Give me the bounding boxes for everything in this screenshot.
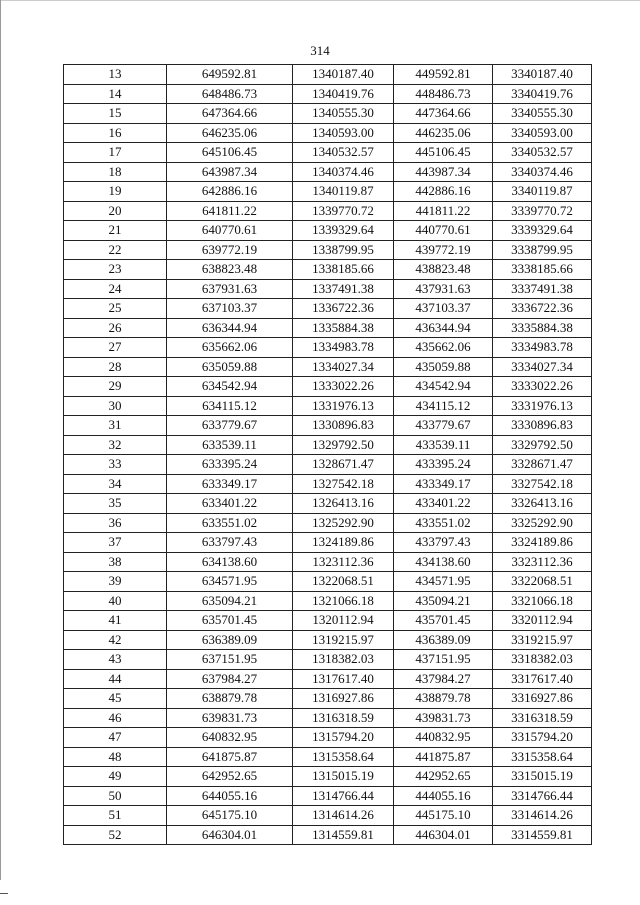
y2-cell: 3322068.51 <box>493 572 592 592</box>
x2-cell: 436389.09 <box>394 630 493 650</box>
table-row <box>64 435 592 455</box>
point-number-cell: 35 <box>64 494 167 514</box>
table-row <box>64 552 592 572</box>
y2-cell: 3338185.66 <box>493 260 592 280</box>
table-row <box>64 357 592 377</box>
y2-cell: 3327542.18 <box>493 474 592 494</box>
x1-cell: 633401.22 <box>167 494 293 514</box>
y2-cell: 3314766.44 <box>493 786 592 806</box>
x2-cell: 435662.06 <box>394 338 493 358</box>
y1-cell: 1339329.64 <box>293 221 394 241</box>
y1-cell: 1321066.18 <box>293 591 394 611</box>
y2-cell: 3340187.40 <box>493 65 592 85</box>
y1-cell: 1331976.13 <box>293 396 394 416</box>
x2-cell: 446304.01 <box>394 825 493 845</box>
table-row <box>64 786 592 806</box>
x1-cell: 643987.34 <box>167 162 293 182</box>
x1-cell: 646304.01 <box>167 825 293 845</box>
y2-cell: 3320112.94 <box>493 611 592 631</box>
table-row <box>64 747 592 767</box>
y1-cell: 1340593.00 <box>293 123 394 143</box>
x2-cell: 436344.94 <box>394 318 493 338</box>
coordinate-table <box>63 64 592 845</box>
y2-cell: 3316927.86 <box>493 689 592 709</box>
x2-cell: 434571.95 <box>394 572 493 592</box>
point-number-cell: 46 <box>64 708 167 728</box>
table-row <box>64 377 592 397</box>
x1-cell: 642952.65 <box>167 767 293 787</box>
point-number-cell: 26 <box>64 318 167 338</box>
x1-cell: 633395.24 <box>167 455 293 475</box>
x1-cell: 637103.37 <box>167 299 293 319</box>
x2-cell: 440770.61 <box>394 221 493 241</box>
x2-cell: 446235.06 <box>394 123 493 143</box>
y1-cell: 1314559.81 <box>293 825 394 845</box>
y2-cell: 3315358.64 <box>493 747 592 767</box>
y2-cell: 3339770.72 <box>493 201 592 221</box>
table-row <box>64 338 592 358</box>
table-row <box>64 318 592 338</box>
point-number-cell: 22 <box>64 240 167 260</box>
x2-cell: 445106.45 <box>394 143 493 163</box>
y1-cell: 1339770.72 <box>293 201 394 221</box>
y1-cell: 1333022.26 <box>293 377 394 397</box>
y1-cell: 1326413.16 <box>293 494 394 514</box>
table-row <box>64 162 592 182</box>
point-number-cell: 16 <box>64 123 167 143</box>
y1-cell: 1334983.78 <box>293 338 394 358</box>
y1-cell: 1340187.40 <box>293 65 394 85</box>
point-number-cell: 28 <box>64 357 167 377</box>
y2-cell: 3333022.26 <box>493 377 592 397</box>
y2-cell: 3340419.76 <box>493 84 592 104</box>
table-row <box>64 201 592 221</box>
x1-cell: 636389.09 <box>167 630 293 650</box>
y1-cell: 1334027.34 <box>293 357 394 377</box>
x2-cell: 434138.60 <box>394 552 493 572</box>
x2-cell: 433779.67 <box>394 416 493 436</box>
x2-cell: 435094.21 <box>394 591 493 611</box>
y2-cell: 3336722.36 <box>493 299 592 319</box>
table-row <box>64 806 592 826</box>
x1-cell: 637931.63 <box>167 279 293 299</box>
table-row <box>64 455 592 475</box>
table-row <box>64 825 592 845</box>
table-row <box>64 279 592 299</box>
point-number-cell: 36 <box>64 513 167 533</box>
point-number-cell: 30 <box>64 396 167 416</box>
y2-cell: 3314614.26 <box>493 806 592 826</box>
point-number-cell: 48 <box>64 747 167 767</box>
x1-cell: 637151.95 <box>167 650 293 670</box>
table-row <box>64 474 592 494</box>
y1-cell: 1330896.83 <box>293 416 394 436</box>
y1-cell: 1338799.95 <box>293 240 394 260</box>
y1-cell: 1340374.46 <box>293 162 394 182</box>
point-number-cell: 37 <box>64 533 167 553</box>
x2-cell: 437151.95 <box>394 650 493 670</box>
x1-cell: 634138.60 <box>167 552 293 572</box>
point-number-cell: 47 <box>64 728 167 748</box>
x2-cell: 447364.66 <box>394 104 493 124</box>
x2-cell: 438879.78 <box>394 689 493 709</box>
table-row <box>64 767 592 787</box>
y2-cell: 3318382.03 <box>493 650 592 670</box>
x1-cell: 634542.94 <box>167 377 293 397</box>
page-edge-mark <box>0 893 8 894</box>
y1-cell: 1336722.36 <box>293 299 394 319</box>
point-number-cell: 43 <box>64 650 167 670</box>
x1-cell: 639772.19 <box>167 240 293 260</box>
y2-cell: 3324189.86 <box>493 533 592 553</box>
y1-cell: 1315794.20 <box>293 728 394 748</box>
table-row <box>64 650 592 670</box>
table-row <box>64 396 592 416</box>
y1-cell: 1328671.47 <box>293 455 394 475</box>
point-number-cell: 45 <box>64 689 167 709</box>
point-number-cell: 20 <box>64 201 167 221</box>
x1-cell: 633551.02 <box>167 513 293 533</box>
y1-cell: 1320112.94 <box>293 611 394 631</box>
y2-cell: 3325292.90 <box>493 513 592 533</box>
x2-cell: 434115.12 <box>394 396 493 416</box>
y2-cell: 3323112.36 <box>493 552 592 572</box>
table-row <box>64 494 592 514</box>
y1-cell: 1337491.38 <box>293 279 394 299</box>
y2-cell: 3315015.19 <box>493 767 592 787</box>
x2-cell: 439772.19 <box>394 240 493 260</box>
table-row <box>64 123 592 143</box>
table-row <box>64 416 592 436</box>
table-row <box>64 708 592 728</box>
x1-cell: 642886.16 <box>167 182 293 202</box>
x1-cell: 638879.78 <box>167 689 293 709</box>
y2-cell: 3315794.20 <box>493 728 592 748</box>
y2-cell: 3330896.83 <box>493 416 592 436</box>
x2-cell: 435701.45 <box>394 611 493 631</box>
x2-cell: 438823.48 <box>394 260 493 280</box>
x1-cell: 633349.17 <box>167 474 293 494</box>
point-number-cell: 14 <box>64 84 167 104</box>
x1-cell: 641811.22 <box>167 201 293 221</box>
y2-cell: 3314559.81 <box>493 825 592 845</box>
point-number-cell: 13 <box>64 65 167 85</box>
y2-cell: 3328671.47 <box>493 455 592 475</box>
x1-cell: 635662.06 <box>167 338 293 358</box>
y2-cell: 3337491.38 <box>493 279 592 299</box>
point-number-cell: 33 <box>64 455 167 475</box>
point-number-cell: 24 <box>64 279 167 299</box>
y1-cell: 1314766.44 <box>293 786 394 806</box>
x1-cell: 634571.95 <box>167 572 293 592</box>
table-row <box>64 182 592 202</box>
y2-cell: 3316318.59 <box>493 708 592 728</box>
x1-cell: 647364.66 <box>167 104 293 124</box>
coordinate-table-body <box>64 65 592 845</box>
table-row <box>64 669 592 689</box>
x2-cell: 433551.02 <box>394 513 493 533</box>
y1-cell: 1324189.86 <box>293 533 394 553</box>
table-row <box>64 240 592 260</box>
x2-cell: 440832.95 <box>394 728 493 748</box>
y2-cell: 3334983.78 <box>493 338 592 358</box>
table-row <box>64 728 592 748</box>
point-number-cell: 19 <box>64 182 167 202</box>
y1-cell: 1314614.26 <box>293 806 394 826</box>
y1-cell: 1329792.50 <box>293 435 394 455</box>
y1-cell: 1315015.19 <box>293 767 394 787</box>
point-number-cell: 23 <box>64 260 167 280</box>
x2-cell: 443987.34 <box>394 162 493 182</box>
x1-cell: 640832.95 <box>167 728 293 748</box>
x2-cell: 442886.16 <box>394 182 493 202</box>
y2-cell: 3334027.34 <box>493 357 592 377</box>
x2-cell: 441811.22 <box>394 201 493 221</box>
x2-cell: 437103.37 <box>394 299 493 319</box>
point-number-cell: 42 <box>64 630 167 650</box>
x1-cell: 635701.45 <box>167 611 293 631</box>
table-row <box>64 221 592 241</box>
x1-cell: 638823.48 <box>167 260 293 280</box>
x2-cell: 433395.24 <box>394 455 493 475</box>
x1-cell: 635059.88 <box>167 357 293 377</box>
point-number-cell: 25 <box>64 299 167 319</box>
x1-cell: 634115.12 <box>167 396 293 416</box>
table-row <box>64 260 592 280</box>
x2-cell: 437931.63 <box>394 279 493 299</box>
y2-cell: 3335884.38 <box>493 318 592 338</box>
y2-cell: 3340119.87 <box>493 182 592 202</box>
point-number-cell: 17 <box>64 143 167 163</box>
x1-cell: 641875.87 <box>167 747 293 767</box>
table-row <box>64 591 592 611</box>
table-row <box>64 104 592 124</box>
x1-cell: 635094.21 <box>167 591 293 611</box>
x2-cell: 434542.94 <box>394 377 493 397</box>
x2-cell: 445175.10 <box>394 806 493 826</box>
point-number-cell: 31 <box>64 416 167 436</box>
y1-cell: 1323112.36 <box>293 552 394 572</box>
page-number: 314 <box>310 43 330 58</box>
point-number-cell: 38 <box>64 552 167 572</box>
x1-cell: 640770.61 <box>167 221 293 241</box>
table-row <box>64 533 592 553</box>
y2-cell: 3321066.18 <box>493 591 592 611</box>
point-number-cell: 15 <box>64 104 167 124</box>
y2-cell: 3317617.40 <box>493 669 592 689</box>
x2-cell: 433539.11 <box>394 435 493 455</box>
point-number-cell: 50 <box>64 786 167 806</box>
x2-cell: 433349.17 <box>394 474 493 494</box>
y2-cell: 3340555.30 <box>493 104 592 124</box>
y1-cell: 1316927.86 <box>293 689 394 709</box>
table-row <box>64 143 592 163</box>
y1-cell: 1327542.18 <box>293 474 394 494</box>
x2-cell: 433797.43 <box>394 533 493 553</box>
x1-cell: 644055.16 <box>167 786 293 806</box>
point-number-cell: 39 <box>64 572 167 592</box>
point-number-cell: 52 <box>64 825 167 845</box>
y2-cell: 3338799.95 <box>493 240 592 260</box>
y1-cell: 1316318.59 <box>293 708 394 728</box>
page-top-edge <box>0 0 640 1</box>
x2-cell: 442952.65 <box>394 767 493 787</box>
point-number-cell: 41 <box>64 611 167 631</box>
y1-cell: 1335884.38 <box>293 318 394 338</box>
y2-cell: 3340593.00 <box>493 123 592 143</box>
table-row <box>64 299 592 319</box>
table-row <box>64 572 592 592</box>
y1-cell: 1340419.76 <box>293 84 394 104</box>
x2-cell: 435059.88 <box>394 357 493 377</box>
y1-cell: 1317617.40 <box>293 669 394 689</box>
x1-cell: 645175.10 <box>167 806 293 826</box>
x2-cell: 439831.73 <box>394 708 493 728</box>
point-number-cell: 18 <box>64 162 167 182</box>
y1-cell: 1325292.90 <box>293 513 394 533</box>
point-number-cell: 44 <box>64 669 167 689</box>
page-left-edge <box>0 0 1 880</box>
x2-cell: 441875.87 <box>394 747 493 767</box>
x2-cell: 449592.81 <box>394 65 493 85</box>
point-number-cell: 27 <box>64 338 167 358</box>
y2-cell: 3339329.64 <box>493 221 592 241</box>
y1-cell: 1340532.57 <box>293 143 394 163</box>
y2-cell: 3326413.16 <box>493 494 592 514</box>
table-row <box>64 84 592 104</box>
x1-cell: 645106.45 <box>167 143 293 163</box>
y1-cell: 1338185.66 <box>293 260 394 280</box>
y2-cell: 3319215.97 <box>493 630 592 650</box>
table-row <box>64 65 592 85</box>
point-number-cell: 29 <box>64 377 167 397</box>
y1-cell: 1340555.30 <box>293 104 394 124</box>
y1-cell: 1319215.97 <box>293 630 394 650</box>
point-number-cell: 34 <box>64 474 167 494</box>
x1-cell: 633797.43 <box>167 533 293 553</box>
point-number-cell: 40 <box>64 591 167 611</box>
point-number-cell: 51 <box>64 806 167 826</box>
x2-cell: 437984.27 <box>394 669 493 689</box>
x2-cell: 448486.73 <box>394 84 493 104</box>
y1-cell: 1340119.87 <box>293 182 394 202</box>
y2-cell: 3340532.57 <box>493 143 592 163</box>
y1-cell: 1318382.03 <box>293 650 394 670</box>
x1-cell: 633779.67 <box>167 416 293 436</box>
point-number-cell: 32 <box>64 435 167 455</box>
x1-cell: 633539.11 <box>167 435 293 455</box>
table-row <box>64 630 592 650</box>
x2-cell: 444055.16 <box>394 786 493 806</box>
point-number-cell: 49 <box>64 767 167 787</box>
y2-cell: 3340374.46 <box>493 162 592 182</box>
x1-cell: 636344.94 <box>167 318 293 338</box>
y1-cell: 1315358.64 <box>293 747 394 767</box>
point-number-cell: 21 <box>64 221 167 241</box>
x1-cell: 639831.73 <box>167 708 293 728</box>
table-row <box>64 689 592 709</box>
x1-cell: 649592.81 <box>167 65 293 85</box>
table-row <box>64 611 592 631</box>
table-row <box>64 513 592 533</box>
x2-cell: 433401.22 <box>394 494 493 514</box>
x1-cell: 646235.06 <box>167 123 293 143</box>
y2-cell: 3329792.50 <box>493 435 592 455</box>
x1-cell: 637984.27 <box>167 669 293 689</box>
y1-cell: 1322068.51 <box>293 572 394 592</box>
y2-cell: 3331976.13 <box>493 396 592 416</box>
x1-cell: 648486.73 <box>167 84 293 104</box>
